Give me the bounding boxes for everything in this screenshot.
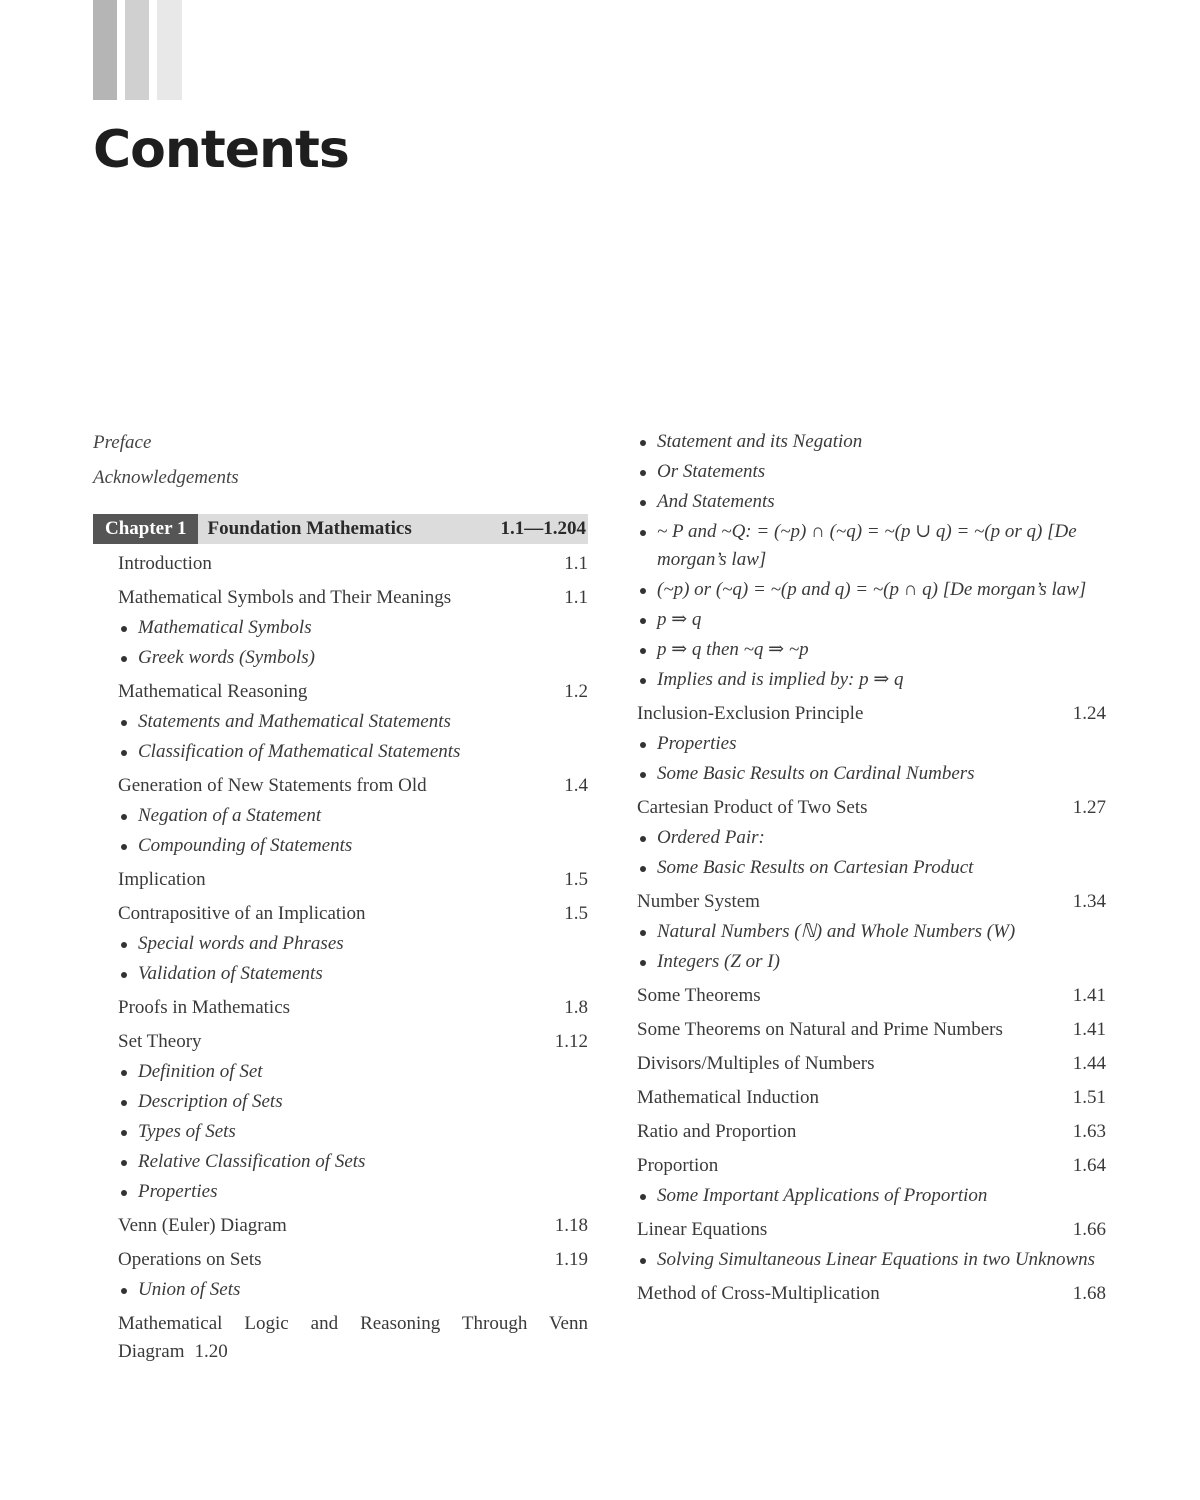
decor-bar (93, 0, 117, 100)
toc-entry[interactable] (637, 1280, 1106, 1308)
toc-entry[interactable] (93, 900, 588, 928)
toc-entry[interactable] (93, 678, 588, 706)
toc-subentry[interactable]: (~p) or (~q) = ~(p and q) = ~(p ∩ q) [De morgan’s law] (637, 576, 1106, 604)
toc-subentry[interactable]: Compounding of Statements (118, 832, 588, 860)
toc-entry-title: Contrapositive of an Implication (118, 903, 366, 924)
toc-entry[interactable] (637, 1050, 1106, 1078)
toc-subentry[interactable]: ~ P and ~Q: = (~p) ∩ (~q) = ~(p ∪ q) = ~(p or q) [De morgan’s law] (637, 518, 1106, 574)
toc-entry[interactable] (637, 1084, 1106, 1112)
chapter-heading[interactable] (93, 514, 588, 544)
toc-entry-page: 1.41 (1072, 985, 1106, 1006)
toc-entry-title: Ratio and Proportion (637, 1121, 797, 1142)
toc-entry-page: 1.68 (1072, 1283, 1106, 1304)
toc-entry[interactable] (637, 1016, 1106, 1044)
toc-entry-title: Some Theorems on Natural and Prime Numbers (637, 1019, 1003, 1040)
toc-entry[interactable] (93, 1246, 588, 1274)
toc-front-preface[interactable]: Preface (93, 432, 152, 453)
toc-entry[interactable] (93, 1310, 588, 1366)
toc-entry-title: Cartesian Product of Two Sets (637, 797, 868, 818)
toc-subentry[interactable]: Description of Sets (118, 1088, 588, 1116)
toc-left-column (93, 428, 588, 1366)
toc-entry[interactable] (93, 866, 588, 894)
toc-entry-title: Linear Equations (637, 1219, 768, 1240)
toc-subentry[interactable]: Validation of Statements (118, 960, 588, 988)
chapter-page-range: 1.1—1.204 (500, 518, 586, 539)
toc-subentry[interactable]: p ⇒ q (637, 606, 1106, 634)
toc-subentry[interactable]: And Statements (637, 488, 1106, 516)
toc-entry-page: 1.1 (564, 553, 588, 574)
toc-entry-title: Operations on Sets (118, 1249, 262, 1270)
toc-right-column (637, 428, 1106, 1308)
toc-entry-page: 1.41 (1072, 1019, 1106, 1040)
toc-entry-page: 1.12 (554, 1031, 588, 1052)
toc-entry-page: 1.66 (1072, 1219, 1106, 1240)
decor-bar (157, 0, 182, 100)
toc-entry-title: Mathematical Induction (637, 1087, 820, 1108)
toc-subentry[interactable]: Types of Sets (118, 1118, 588, 1146)
toc-subentry[interactable]: Definition of Set (118, 1058, 588, 1086)
toc-entry-title: Number System (637, 891, 760, 912)
toc-entry-page: 1.5 (564, 903, 588, 924)
toc-entry-page: 1.4 (564, 775, 588, 796)
toc-subentry[interactable]: Integers (Z or I) (637, 948, 1106, 976)
toc-entry[interactable] (637, 888, 1106, 916)
toc-entry-title: Mathematical Logic and Reasoning Through Venn (118, 1313, 588, 1334)
toc-entry[interactable] (637, 700, 1106, 728)
toc-entry-title: Divisors/Multiples of Numbers (637, 1053, 875, 1074)
toc-subentry[interactable]: Union of Sets (118, 1276, 588, 1304)
toc-entry-page: 1.19 (554, 1249, 588, 1270)
toc-subentry[interactable]: p ⇒ q then ~q ⇒ ~p (637, 636, 1106, 664)
toc-subentry[interactable]: Special words and Phrases (118, 930, 588, 958)
toc-subentry[interactable]: Greek words (Symbols) (118, 644, 588, 672)
chapter-title: Foundation Mathematics (207, 518, 412, 539)
toc-entry-page: 1.44 (1072, 1053, 1106, 1074)
toc-subentry[interactable]: Natural Numbers (ℕ) and Whole Numbers (W) (637, 918, 1106, 946)
toc-entry-page: 1.18 (554, 1215, 588, 1236)
toc-entry-page: 1.27 (1072, 797, 1106, 818)
toc-entry-page: 1.63 (1072, 1121, 1106, 1142)
toc-entry-title: Generation of New Statements from Old (118, 775, 427, 796)
toc-subentry[interactable]: Mathematical Symbols (118, 614, 588, 642)
toc-entry-page: 1.8 (564, 997, 588, 1018)
toc-subentry[interactable]: Solving Simultaneous Linear Equations in two Unknowns (637, 1246, 1106, 1274)
toc-subentry[interactable]: Classification of Mathematical Statements (118, 738, 588, 766)
toc-entry-title: Proportion (637, 1155, 719, 1176)
toc-entry-title: Mathematical Reasoning (118, 681, 308, 702)
toc-entry-page: 1.24 (1072, 703, 1106, 724)
toc-subentry[interactable]: Implies and is implied by: p ⇒ q (637, 666, 1106, 694)
toc-entry-title: Method of Cross-Multiplication (637, 1283, 880, 1304)
toc-subentry[interactable]: Negation of a Statement (118, 802, 588, 830)
toc-entry[interactable] (637, 1152, 1106, 1180)
toc-entry[interactable] (93, 550, 588, 578)
toc-subentry[interactable]: Statements and Mathematical Statements (118, 708, 588, 736)
toc-entry[interactable] (93, 772, 588, 800)
toc-entry-page: 1.20 (194, 1341, 228, 1362)
toc-entry-title: Introduction (118, 553, 212, 574)
page-title: Contents (93, 120, 349, 180)
toc-entry-title: Proofs in Mathematics (118, 997, 291, 1018)
toc-entry-page: 1.5 (564, 869, 588, 890)
toc-entry-page: 1.2 (564, 681, 588, 702)
toc-subentry[interactable]: Relative Classification of Sets (118, 1148, 588, 1176)
chapter-number: Chapter 1 (93, 514, 198, 544)
toc-subentry[interactable]: Ordered Pair: (637, 824, 1106, 852)
toc-subentry[interactable]: Some Basic Results on Cardinal Numbers (637, 760, 1106, 788)
toc-entry-title: Inclusion-Exclusion Principle (637, 703, 864, 724)
toc-entry-title: Set Theory (118, 1031, 202, 1052)
toc-subentry[interactable]: Some Basic Results on Cartesian Product (637, 854, 1106, 882)
toc-entry-title: Implication (118, 869, 206, 890)
toc-front-acknowledgements[interactable]: Acknowledgements (93, 467, 239, 488)
toc-entry[interactable] (93, 1028, 588, 1056)
toc-entry[interactable] (93, 1212, 588, 1240)
toc-subentry[interactable]: Statement and its Negation (637, 428, 1106, 456)
toc-entry-page: 1.34 (1072, 891, 1106, 912)
toc-entry[interactable] (637, 982, 1106, 1010)
toc-subentry[interactable]: Or Statements (637, 458, 1106, 486)
toc-entry[interactable] (637, 1216, 1106, 1244)
toc-entry[interactable] (637, 794, 1106, 822)
toc-entry-title-line2: Diagram (118, 1341, 185, 1362)
toc-entry-page: 1.1 (564, 587, 588, 608)
toc-subentry[interactable]: Properties (637, 730, 1106, 758)
toc-entry-title-continued (118, 1338, 588, 1366)
toc-entry[interactable] (637, 1118, 1106, 1146)
toc-entry-page: 1.64 (1072, 1155, 1106, 1176)
toc-entry-title: Some Theorems (637, 985, 761, 1006)
toc-subentry[interactable]: Properties (118, 1178, 588, 1206)
toc-entry[interactable] (93, 994, 588, 1022)
toc-entry-title: Venn (Euler) Diagram (118, 1215, 287, 1236)
toc-entry-page: 1.51 (1072, 1087, 1106, 1108)
toc-entry-title: Mathematical Symbols and Their Meanings (118, 587, 452, 608)
toc-entry[interactable] (93, 584, 588, 612)
decor-bar (125, 0, 149, 100)
toc-subentry[interactable]: Some Important Applications of Proportion (637, 1182, 1106, 1210)
